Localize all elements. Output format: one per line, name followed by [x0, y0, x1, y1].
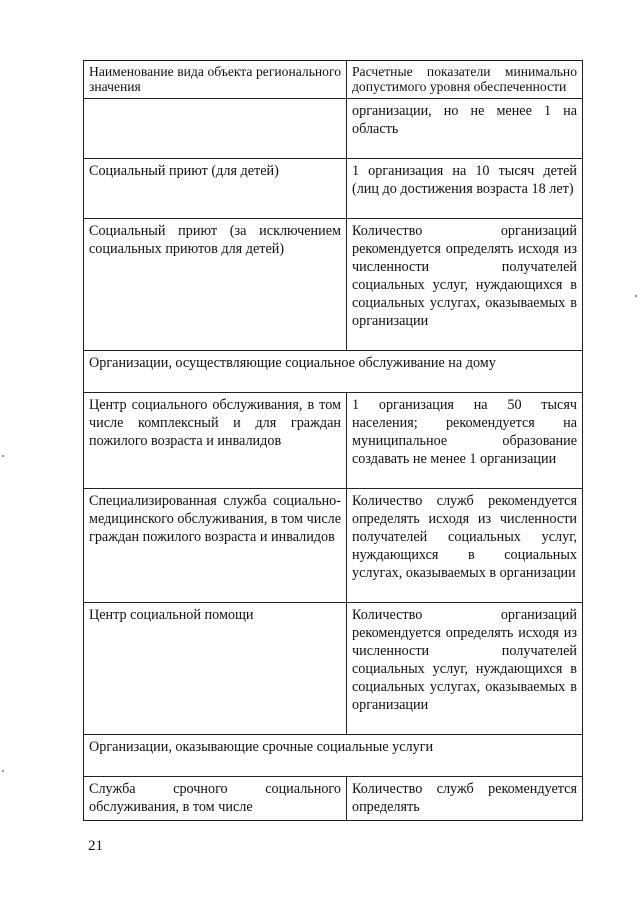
header-col-name: Наименование вида объекта регионального значения [84, 61, 347, 99]
scan-speck [2, 770, 4, 772]
section-heading: Организации, осуществляющие социальное обслуживание на дому [84, 351, 583, 393]
section-row [84, 351, 583, 393]
section-row [84, 735, 583, 777]
table-row [84, 159, 583, 219]
scan-speck [635, 295, 637, 297]
table-cell-indicator: Количество служб рекомендуется определять исходя из численности получателей социальных услуг, нуждающихся в социальных услугах, оказываемых в организации [347, 489, 583, 603]
table-row [84, 489, 583, 603]
page-number: 21 [88, 838, 103, 854]
section-heading: Организации, оказывающие срочные социальные услуги [84, 735, 583, 777]
table-header-row [84, 61, 583, 99]
table-cell-indicator: организации, но не менее 1 на область [347, 99, 583, 159]
scan-speck [2, 455, 4, 457]
table-cell-name: Специализированная служба социально-медицинского обслуживания, в том числе граждан пожилого возраста и инвалидов [84, 489, 347, 603]
table-cell-indicator: Количество организаций рекомендуется определять исходя из численности получателей социальных услуг, нуждающихся в социальных услугах, оказываемых в организации [347, 219, 583, 351]
table-cell-name [84, 99, 347, 159]
table-cell-indicator: 1 организация на 50 тысяч населения; рекомендуется на муниципальное образование создавать не менее 1 организации [347, 393, 583, 489]
table-row [84, 393, 583, 489]
table-cell-indicator: Количество служб рекомендуется определять [347, 777, 583, 821]
table-cell-name: Служба срочного социального обслуживания, в том числе [84, 777, 347, 821]
table-row [84, 99, 583, 159]
table-row [84, 777, 583, 821]
table-row [84, 219, 583, 351]
table-cell-name: Социальный приют (для детей) [84, 159, 347, 219]
document-table [83, 60, 583, 821]
table-cell-indicator: 1 организация на 10 тысяч детей (лиц до достижения возраста 18 лет) [347, 159, 583, 219]
table-cell-indicator: Количество организаций рекомендуется определять исходя из численности получателей социальных услуг, нуждающихся в социальных услугах, оказываемых в организации [347, 603, 583, 735]
table-cell-name: Центр социального обслуживания, в том числе комплексный и для граждан пожилого возраста и инвалидов [84, 393, 347, 489]
table-cell-name: Центр социальной помощи [84, 603, 347, 735]
table-row [84, 603, 583, 735]
header-col-indicators: Расчетные показатели минимально допустимого уровня обеспеченности [347, 61, 583, 99]
table-cell-name: Социальный приют (за исключением социальных приютов для детей) [84, 219, 347, 351]
